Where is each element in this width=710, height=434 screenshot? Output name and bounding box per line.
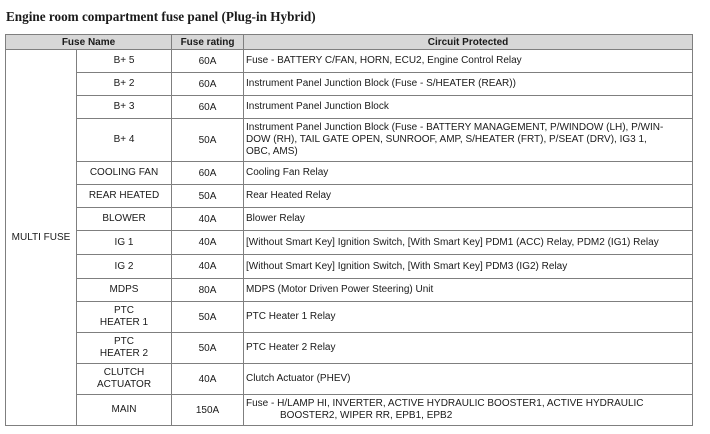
- fuse-name: B+ 3: [77, 96, 172, 119]
- fuse-name: MAIN: [77, 395, 172, 426]
- fuse-rating: 150A: [172, 395, 244, 426]
- fuse-name-line: PTC: [114, 336, 134, 347]
- fuse-rating: 60A: [172, 50, 244, 73]
- circuit-protected: [244, 119, 693, 162]
- circuit-protected: [Without Smart Key] Ignition Switch, [With Smart Key] PDM1 (ACC) Relay, PDM2 (IG1) Relay: [244, 231, 693, 255]
- circuit-protected: Blower Relay: [244, 208, 693, 231]
- table-row: [6, 302, 693, 333]
- circuit-protected: Instrument Panel Junction Block (Fuse - S/HEATER (REAR)): [244, 73, 693, 96]
- table-row: [6, 255, 693, 279]
- fuse-rating: 40A: [172, 208, 244, 231]
- circuit-line: BOOSTER2, WIPER RR, EPB1, EPB2: [280, 410, 453, 421]
- fuse-rating: 60A: [172, 73, 244, 96]
- table-row: [6, 119, 693, 162]
- fuse-rating: 50A: [172, 333, 244, 364]
- circuit-protected: Fuse - BATTERY C/FAN, HORN, ECU2, Engine Control Relay: [244, 50, 693, 73]
- fuse-name: B+ 5: [77, 50, 172, 73]
- header-fuse-name: Fuse Name: [6, 35, 172, 50]
- fuse-name-line: CLUTCH: [103, 367, 145, 378]
- fuse-name: COOLING FAN: [77, 162, 172, 185]
- circuit-protected: Clutch Actuator (PHEV): [244, 364, 693, 395]
- fuse-name: B+ 4: [77, 119, 172, 162]
- circuit-protected: [244, 395, 693, 426]
- table-row: [6, 333, 693, 364]
- circuit-line: DOW (RH), TAIL GATE OPEN, SUNROOF, AMP, S/HEATER (FRT), P/SEAT (DRV), IG3 1,: [246, 134, 647, 145]
- fuse-name: B+ 2: [77, 73, 172, 96]
- fuse-name: BLOWER: [77, 208, 172, 231]
- circuit-line: Instrument Panel Junction Block (Fuse - BATTERY MANAGEMENT, P/WINDOW (LH), P/WIN-: [246, 122, 664, 133]
- circuit-protected: PTC Heater 2 Relay: [244, 333, 693, 364]
- page-title: Engine room compartment fuse panel (Plug-in Hybrid): [6, 9, 316, 24]
- table-row: [6, 185, 693, 208]
- circuit-protected: Rear Heated Relay: [244, 185, 693, 208]
- fuse-rating: 50A: [172, 185, 244, 208]
- header-circuit-protected: Circuit Protected: [244, 35, 693, 50]
- fuse-rating: 60A: [172, 96, 244, 119]
- fuse-name: [77, 302, 172, 333]
- circuit-protected: PTC Heater 1 Relay: [244, 302, 693, 333]
- fuse-name-line: HEATER 1: [99, 317, 149, 328]
- fuse-rating: 50A: [172, 302, 244, 333]
- table-row: [6, 364, 693, 395]
- table-row: [6, 208, 693, 231]
- table-header-row: [6, 35, 693, 50]
- header-fuse-rating: Fuse rating: [172, 35, 244, 50]
- fuse-rating: 80A: [172, 279, 244, 302]
- table-row: [6, 279, 693, 302]
- circuit-protected: Cooling Fan Relay: [244, 162, 693, 185]
- table-row: [6, 231, 693, 255]
- table-row: [6, 96, 693, 119]
- circuit-protected: MDPS (Motor Driven Power Steering) Unit: [244, 279, 693, 302]
- circuit-line: OBC, AMS): [246, 146, 298, 157]
- fuse-name: [77, 333, 172, 364]
- fuse-name: IG 1: [77, 231, 172, 255]
- table-row: [6, 50, 693, 73]
- fuse-rating: 40A: [172, 255, 244, 279]
- fuse-table: [5, 34, 693, 426]
- table-row: [6, 73, 693, 96]
- circuit-protected: [Without Smart Key] Ignition Switch, [With Smart Key] PDM3 (IG2) Relay: [244, 255, 693, 279]
- fuse-name: REAR HEATED: [77, 185, 172, 208]
- fuse-name: IG 2: [77, 255, 172, 279]
- fuse-rating: 60A: [172, 162, 244, 185]
- fuse-name-line: ACTUATOR: [96, 379, 152, 390]
- table-row: [6, 162, 693, 185]
- fuse-rating: 40A: [172, 364, 244, 395]
- group-label-multi-fuse: MULTI FUSE: [6, 50, 77, 426]
- circuit-protected: Instrument Panel Junction Block: [244, 96, 693, 119]
- fuse-name-line: HEATER 2: [99, 348, 149, 359]
- table-row: [6, 395, 693, 426]
- fuse-name: [77, 364, 172, 395]
- fuse-rating: 50A: [172, 119, 244, 162]
- circuit-line: Fuse - H/LAMP HI, INVERTER, ACTIVE HYDRAULIC BOOSTER1, ACTIVE HYDRAULIC: [246, 398, 644, 409]
- fuse-rating: 40A: [172, 231, 244, 255]
- fuse-name-line: PTC: [114, 305, 134, 316]
- fuse-name: MDPS: [77, 279, 172, 302]
